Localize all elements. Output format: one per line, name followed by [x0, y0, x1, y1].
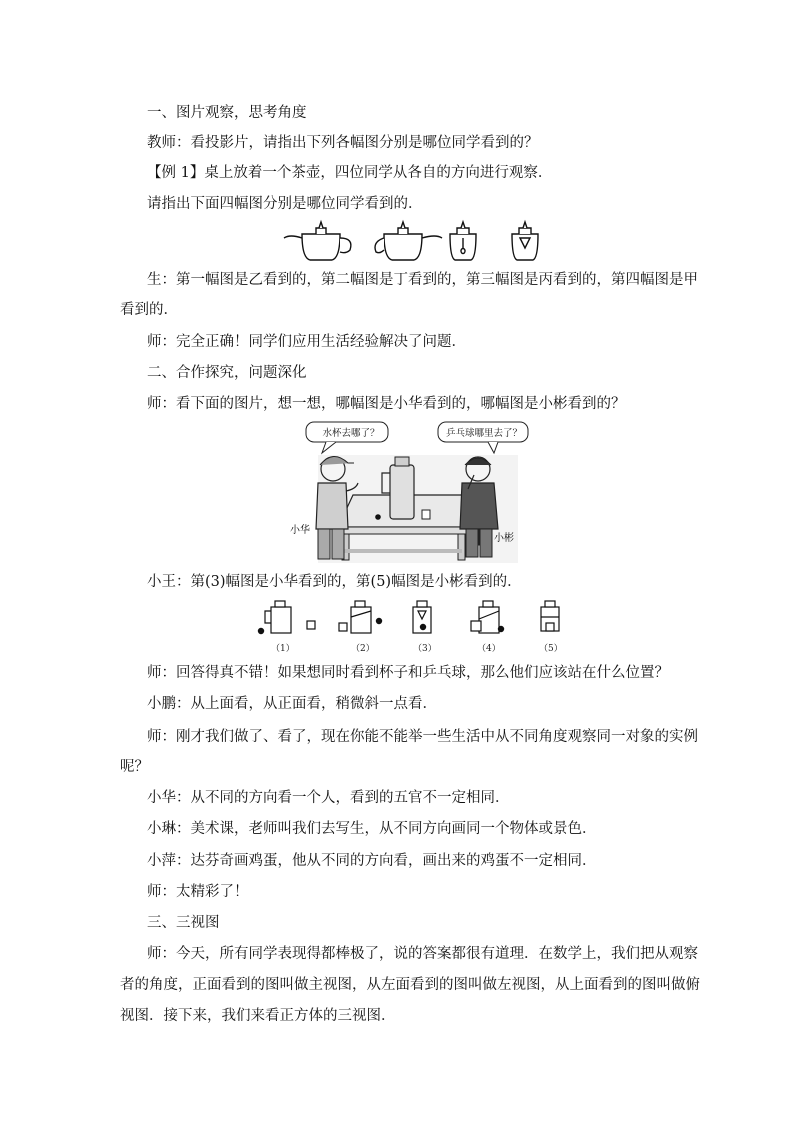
label-xiaohua: 小华: [290, 525, 310, 536]
teapot-view-3: [450, 222, 476, 260]
paragraph: 教师：看投影片，请指出下列各幅图分别是哪位同学看到的？: [147, 135, 539, 151]
paragraph: 视图．接下来，我们来看正方体的三视图．: [120, 1008, 396, 1024]
paragraph: 小萍：达芬奇画鸡蛋，他从不同的方向看，画出来的鸡蛋不一定相同．: [147, 853, 597, 869]
label-xiaobin: 小彬: [494, 533, 514, 544]
paragraph: 看到的．: [120, 302, 178, 318]
view-5: [541, 601, 559, 631]
scene-illustration: [290, 417, 530, 565]
paragraph: 师：看下面的图片，想一想，哪幅图是小华看到的，哪幅图是小彬看到的？: [147, 396, 626, 412]
view-3: [413, 601, 431, 633]
view-1: [258, 601, 315, 634]
view-label: （3）: [413, 644, 437, 654]
paragraph: 呢？: [120, 759, 149, 775]
paragraph: 小华：从不同的方向看一个人，看到的五官不一定相同．: [147, 790, 510, 806]
section-heading-2: 二、合作探究，问题深化: [147, 365, 307, 381]
paragraph: 生：第一幅图是乙看到的，第二幅图是丁看到的，第三幅图是丙看到的，第四幅图是甲: [147, 272, 698, 288]
paragraph: 师：完全正确！同学们应用生活经验解决了问题．: [147, 334, 466, 350]
teapot-views-figure: [280, 220, 550, 264]
paragraph: 请指出下面四幅图分别是哪位同学看到的．: [147, 196, 423, 212]
example-heading: 【例 1】桌上放着一个茶壶，四位同学从各自的方向进行观察．: [147, 165, 553, 181]
ping-pong-ball: [375, 514, 381, 520]
paragraph: 师：回答得真不错！如果想同时看到杯子和乒乓球，那么他们应该站在什么位置？: [147, 665, 669, 681]
view-4: [471, 601, 504, 633]
view-label: （4）: [477, 644, 501, 654]
paragraph: 小王：第(3)幅图是小华看到的，第(5)幅图是小彬看到的．: [147, 574, 522, 590]
cup: [422, 510, 430, 519]
paragraph: 小鹏：从上面看，从正面看，稍微斜一点看．: [147, 696, 437, 712]
teapot-view-4: [512, 222, 538, 260]
view-2: [339, 601, 382, 633]
paragraph: 师：太精彩了！: [147, 884, 249, 900]
paragraph: 小琳：美术课，老师叫我们去写生，从不同方向画同一个物体或景色．: [147, 821, 597, 837]
view-label: （1）: [271, 644, 295, 654]
paragraph: 者的角度，正面看到的图叫做主视图，从左面看到的图叫做左视图，从上面看到的图叫做俯: [120, 977, 700, 993]
teapot-view-2: [375, 222, 442, 260]
paragraph: 师：今天，所有同学表现得都棒极了，说的答案都很有道理．在数学上，我们把从观察: [147, 946, 698, 962]
teapot-view-1: [284, 222, 351, 260]
view-label: （5）: [539, 644, 563, 654]
paragraph: 师：刚才我们做了、看了，现在你能不能举一些生活中从不同角度观察同一对象的实例: [147, 729, 698, 745]
section-heading-3: 三、三视图: [147, 915, 220, 931]
thermos-views-figure: [255, 597, 570, 655]
section-heading-1: 一、图片观察，思考角度: [147, 105, 307, 121]
bubble-text-left: 水杯去哪了？: [322, 428, 380, 439]
bubble-text-right: 乒乓球哪里去了？: [445, 428, 522, 439]
view-label: （2）: [351, 644, 375, 654]
